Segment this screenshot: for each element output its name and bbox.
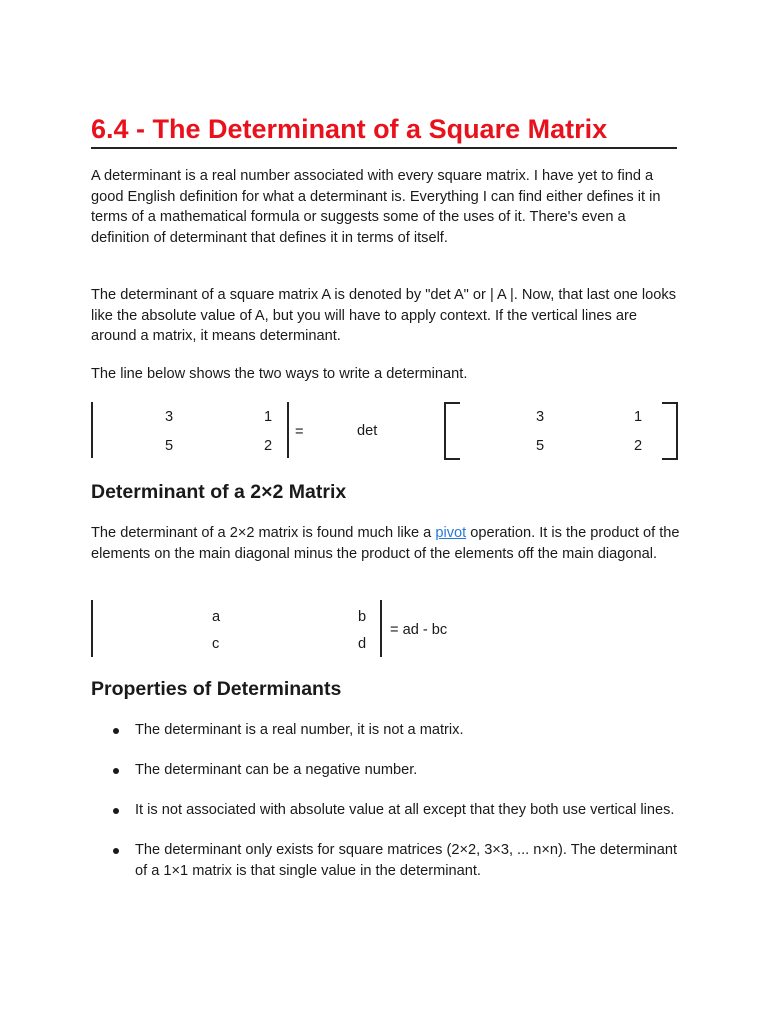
section-heading-2x2: Determinant of a 2×2 Matrix <box>91 481 347 503</box>
bullet-icon <box>113 728 119 734</box>
paragraph-text: operation. It is the product of the elements on the main diagonal minus the product of the elements off the main diagonal. <box>91 525 680 562</box>
list-item <box>91 840 691 882</box>
matrix-cell: 1 <box>634 409 643 425</box>
matrix-cell: 1 <box>264 409 273 425</box>
matrix-cell: 5 <box>536 438 545 454</box>
matrix-cell: c <box>212 636 220 652</box>
matrix-cell: 2 <box>634 438 643 454</box>
list-item-text: The determinant only exists for square matrices (2×2, 3×3, ... n×n). The determinant of a 1×1 matrix is that single value in the determinant. <box>135 842 677 879</box>
section-2x2-paragraph <box>91 523 683 564</box>
list-item-text: It is not associated with absolute value at all except that they both use vertical lines. <box>135 802 675 818</box>
right-matrix-bracket <box>662 402 678 460</box>
pivot-link[interactable]: pivot <box>435 525 467 541</box>
bullet-icon <box>113 808 119 814</box>
list-item <box>91 760 691 781</box>
determinant-2x2-formula <box>91 598 691 660</box>
right-determinant-bar <box>287 402 289 458</box>
intro-paragraph-2: The determinant of a square matrix A is denoted by "det A" or | A |. Now, that last one looks like the absolute value of A, but you will have to apply context. If the vertical lines are around a matrix, it means determinant. <box>91 287 676 344</box>
determinant-notation-example <box>91 400 691 462</box>
right-determinant-bar <box>380 600 382 657</box>
paragraph-text: The determinant of a 2×2 matrix is found much like a <box>91 525 436 541</box>
list-item-text: The determinant is a real number, it is not a matrix. <box>135 722 464 738</box>
list-item <box>91 720 691 741</box>
section-heading-properties: Properties of Determinants <box>91 678 342 700</box>
bullet-icon <box>113 768 119 774</box>
matrix-cell: 3 <box>165 409 174 425</box>
list-item-text: The determinant can be a negative number. <box>135 762 418 778</box>
list-item <box>91 800 691 821</box>
matrix-cell: b <box>358 609 367 625</box>
left-determinant-bar <box>91 600 93 657</box>
equals-sign: = <box>295 424 304 440</box>
properties-list <box>91 720 691 901</box>
intro-paragraph-3: The line below shows the two ways to write a determinant. <box>91 366 468 382</box>
page-title: 6.4 - The Determinant of a Square Matrix <box>91 112 677 149</box>
left-determinant-bar <box>91 402 93 458</box>
matrix-cell: 3 <box>536 409 545 425</box>
det-label: det <box>357 423 378 439</box>
formula-result: = ad - bc <box>390 622 448 638</box>
matrix-cell: d <box>358 636 367 652</box>
left-matrix-bracket <box>444 402 460 460</box>
intro-paragraph-1: A determinant is a real number associated with every square matrix. I have yet to find a good English definition for what a determinant is. Everything I can find either defines it in terms of a mathematical formula or suggests some of the uses of it. There's even a definition of determinant that defines it in terms of itself. <box>91 168 661 246</box>
matrix-cell: 5 <box>165 438 174 454</box>
matrix-cell: a <box>212 609 221 625</box>
bullet-icon <box>113 848 119 854</box>
matrix-cell: 2 <box>264 438 273 454</box>
